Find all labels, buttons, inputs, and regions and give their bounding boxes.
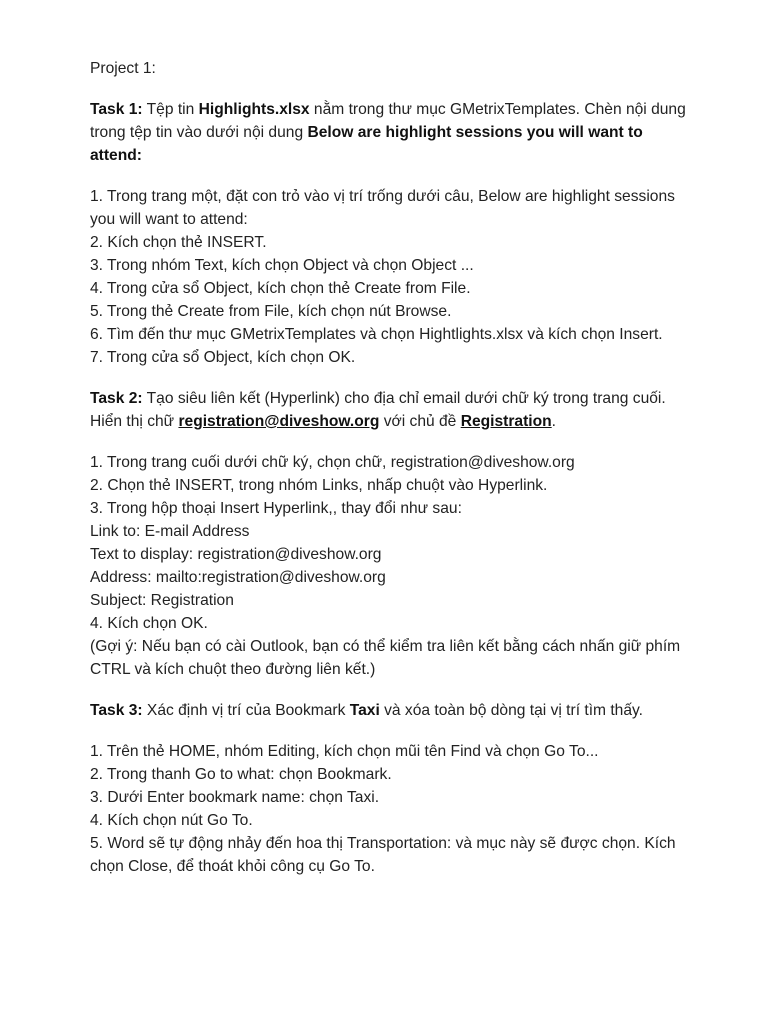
project-title: Project 1: [90,60,156,77]
task1-step: 7. Trong cửa sổ Object, kích chọn OK. [90,349,356,366]
task2-step: Address: mailto:registration@diveshow.org [90,569,386,586]
task3-bookmark: Taxi [349,702,380,719]
task1-heading [90,98,690,167]
task2-heading [90,387,690,433]
paragraph-gap [90,80,690,98]
task1-target: Below are highlight sessions you will want to attend: [90,124,643,164]
paragraph-gap [90,167,690,185]
task2-label: Task 2: [90,390,143,407]
task2-step: Subject: Registration [90,592,234,609]
task3-label: Task 3: [90,702,143,719]
task3-step: 4. Kích chọn nút Go To. [90,812,253,829]
paragraph-gap [90,433,690,451]
task2-step: 3. Trong hộp thoại Insert Hyperlink,, thay đổi như sau: [90,500,462,517]
task1-step: 1. Trong trang một, đặt con trỏ vào vị trí trống dưới câu, Below are highlight sessions you will want to attend: [90,188,675,228]
task3-step: 5. Word sẽ tự động nhảy đến hoa thị Transportation: và mục này sẽ được chọn. Kích chọn Close, để thoát khỏi công cụ Go To. [90,835,676,875]
task2-text-1: Tạo siêu liên kết (Hyperlink) cho địa chỉ email dưới chữ ký trong trang cuối. Hiển thị chữ [90,390,666,430]
task3-heading [90,699,690,722]
task3-text-2: và xóa toàn bộ dòng tại vị trí tìm thấy. [379,702,643,719]
paragraph-gap [90,369,690,387]
task1-text-2: nằm trong thư mục GMetrixTemplates. Chèn nội dung trong tệp tin vào dưới nội dung [90,101,686,141]
task1-text-1: Tệp tin [142,101,199,118]
task2-text-3: . [551,413,557,430]
task3-step: 2. Trong thanh Go to what: chọn Bookmark. [90,766,392,783]
paragraph-gap [90,681,690,699]
task2-step: 4. Kích chọn OK. [90,615,208,632]
task2-subject-link[interactable]: Registration [460,413,552,430]
task2-step: 1. Trong trang cuối dưới chữ ký, chọn chữ, registration@diveshow.org [90,454,575,471]
task1-step: 2. Kích chọn thẻ INSERT. [90,234,267,251]
paragraph-gap [90,722,690,740]
task2-step: 2. Chọn thẻ INSERT, trong nhóm Links, nhấp chuột vào Hyperlink. [90,477,548,494]
task3-step: 3. Dưới Enter bookmark name: chọn Taxi. [90,789,380,806]
task1-step: 5. Trong thẻ Create from File, kích chọn nút Browse. [90,303,452,320]
task1-label: Task 1: [90,101,143,118]
document-page [90,57,690,878]
task1-file: Highlights.xlsx [198,101,310,118]
task3-step: 1. Trên thẻ HOME, nhóm Editing, kích chọn mũi tên Find và chọn Go To... [90,743,599,760]
task2-hint: (Gợi ý: Nếu bạn có cài Outlook, bạn có thể kiểm tra liên kết bằng cách nhấn giữ phím CTRL và kích chuột theo đường liên kết.) [90,638,681,678]
task2-email-link[interactable]: registration@diveshow.org [178,413,380,430]
task2-text-2: với chủ đề [379,413,461,430]
task1-step: 6. Tìm đến thư mục GMetrixTemplates và chọn Hightlights.xlsx và kích chọn Insert. [90,326,663,343]
task2-step: Text to display: registration@diveshow.org [90,546,382,563]
task3-text-1: Xác định vị trí của Bookmark [142,702,350,719]
task1-step: 3. Trong nhóm Text, kích chọn Object và chọn Object ... [90,257,474,274]
task1-step: 4. Trong cửa sổ Object, kích chọn thẻ Create from File. [90,280,471,297]
task2-step: Link to: E-mail Address [90,523,250,540]
